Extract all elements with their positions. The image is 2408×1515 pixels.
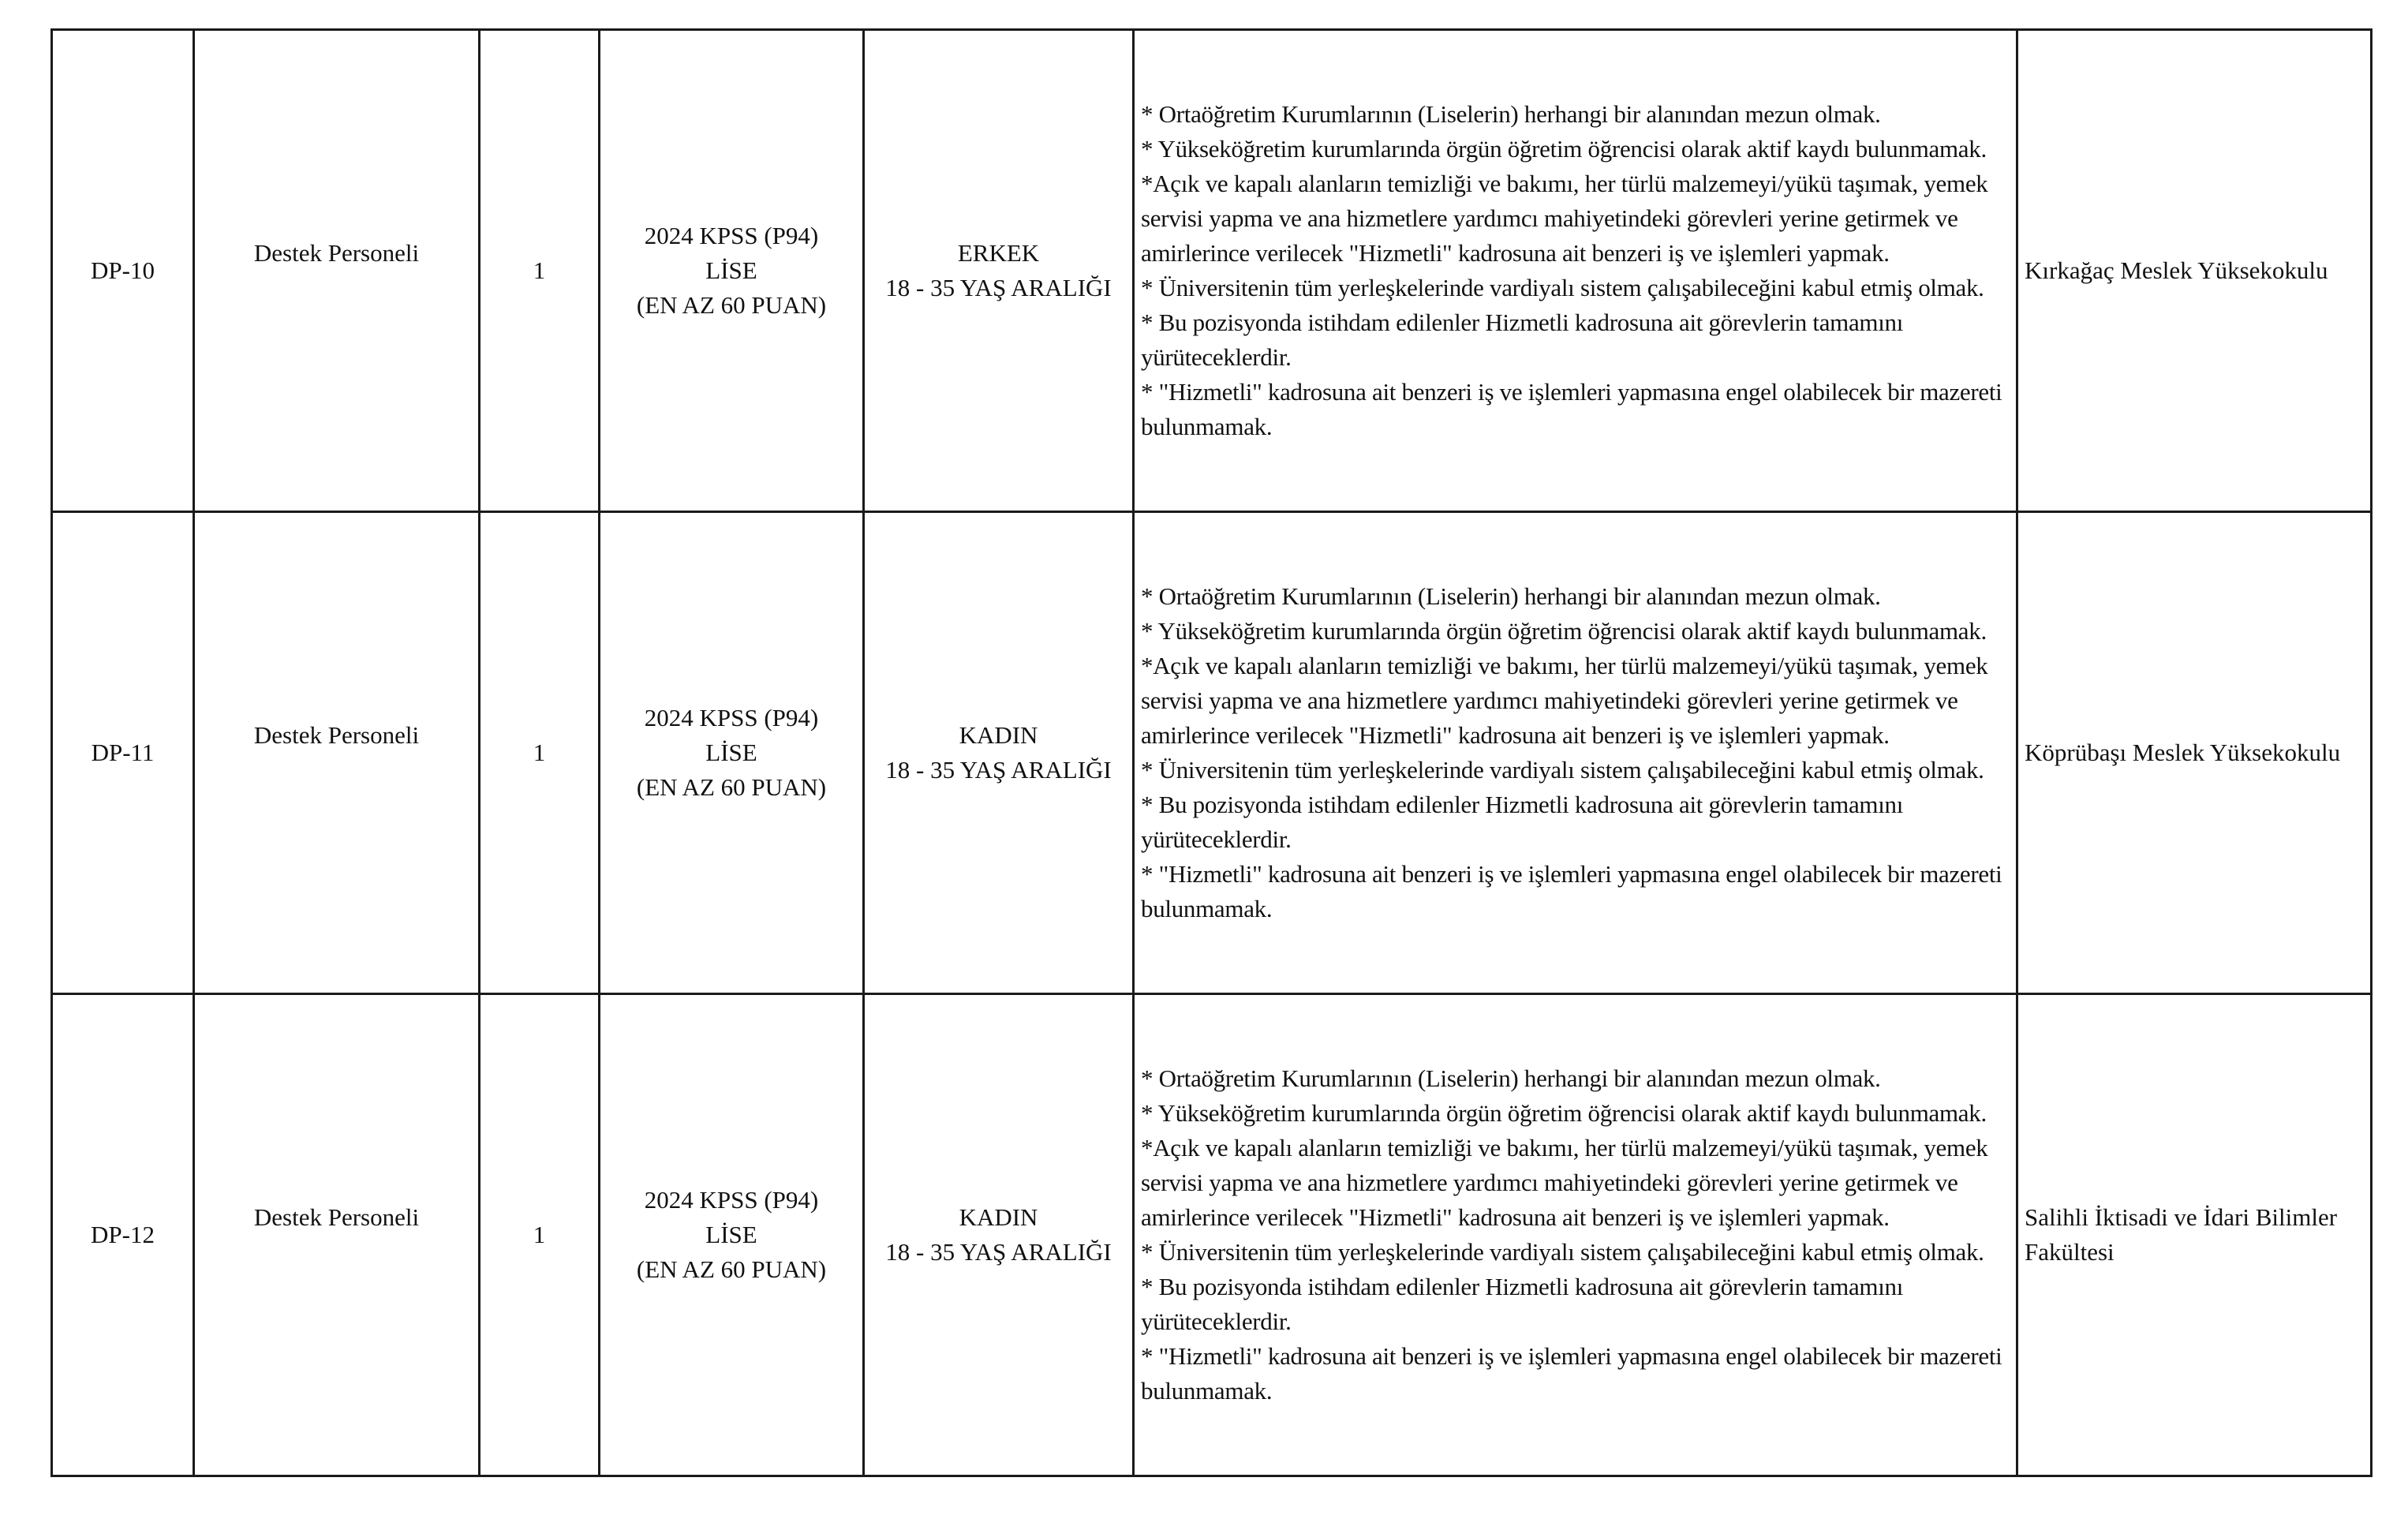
requirement-item: *Açık ve kapalı alanların temizliği ve bakımı, her türlü malzemeyi/yükü taşımak, yemek servisi yapma ve ana hizmetlere yardımcı mahiyetindeki görevleri yerine getirmek ve amirlerince verilecek "Hizmetli" kadrosuna ait benzeri iş ve işlemleri yapmak.	[1141, 170, 1988, 267]
education-level: LİSE	[705, 256, 757, 284]
requirement-item: *Açık ve kapalı alanların temizliği ve bakımı, her türlü malzemeyi/yükü taşımak, yemek servisi yapma ve ana hizmetlere yardımcı mahiyetindeki görevleri yerine getirmek ve amirlerince verilecek "Hizmetli" kadrosuna ait benzeri iş ve işlemleri yapmak.	[1141, 1134, 1988, 1231]
requirements-cell	[1134, 512, 2017, 994]
requirement-item: * Bu pozisyonda istihdam edilenler Hizmetli kadrosuna ait görevlerin tamamını yürüteceklerdir.	[1141, 791, 1904, 853]
requirement-item: * Bu pozisyonda istihdam edilenler Hizmetli kadrosuna ait görevlerin tamamını yürüteceklerdir.	[1141, 1273, 1904, 1335]
age-range: 18 - 35 YAŞ ARALIĞI	[885, 756, 1112, 784]
gender-age	[864, 994, 1134, 1476]
requirements-cell	[1134, 994, 2017, 1476]
gender: KADIN	[959, 721, 1038, 749]
position-title-cell	[194, 30, 480, 512]
requirement-item: * Yükseköğretim kurumlarında örgün öğretim öğrencisi olarak aktif kaydı bulunmamak.	[1141, 135, 1987, 163]
unit-name: Salihli İktisadi ve İdari Bilimler Fakültesi	[2017, 994, 2372, 1476]
requirement-item: * Bu pozisyonda istihdam edilenler Hizmetli kadrosuna ait görevlerin tamamını yürüteceklerdir.	[1141, 309, 1904, 371]
requirement-item: *Açık ve kapalı alanların temizliği ve bakımı, her türlü malzemeyi/yükü taşımak, yemek servisi yapma ve ana hizmetlere yardımcı mahiyetindeki görevleri yerine getirmek ve amirlerince verilecek "Hizmetli" kadrosuna ait benzeri iş ve işlemleri yapmak.	[1141, 652, 1988, 749]
table-row	[52, 512, 2372, 994]
exam-requirement	[600, 30, 864, 512]
minimum-score: (EN AZ 60 PUAN)	[636, 773, 827, 801]
position-count: 1	[480, 512, 600, 994]
exam-type: 2024 KPSS (P94)	[644, 222, 819, 249]
requirements-cell	[1134, 30, 2017, 512]
position-table	[50, 28, 2372, 1477]
exam-type: 2024 KPSS (P94)	[644, 1186, 819, 1214]
position-title-cell	[194, 512, 480, 994]
gender-age	[864, 512, 1134, 994]
requirement-item: * Üniversitenin tüm yerleşkelerinde vardiyalı sistem çalışabileceğini kabul etmiş olmak.	[1141, 1238, 1984, 1266]
requirement-item: * "Hizmetli" kadrosuna ait benzeri iş ve işlemleri yapmasına engel olabilecek bir mazereti bulunmamak.	[1141, 1342, 2002, 1405]
minimum-score: (EN AZ 60 PUAN)	[636, 291, 827, 319]
position-title: Destek Personeli	[253, 239, 420, 267]
education-level: LİSE	[705, 1221, 757, 1248]
position-count: 1	[480, 30, 600, 512]
table-row	[52, 994, 2372, 1476]
requirement-item: * Ortaöğretim Kurumlarının (Liselerin) herhangi bir alanından mezun olmak.	[1141, 582, 1881, 610]
table-row	[52, 30, 2372, 512]
requirement-item: * "Hizmetli" kadrosuna ait benzeri iş ve işlemleri yapmasına engel olabilecek bir mazereti bulunmamak.	[1141, 378, 2002, 440]
document-page	[50, 28, 2370, 1477]
position-code: DP-10	[52, 30, 194, 512]
age-range: 18 - 35 YAŞ ARALIĞI	[885, 1238, 1112, 1266]
exam-requirement	[600, 994, 864, 1476]
requirement-item: * Üniversitenin tüm yerleşkelerinde vardiyalı sistem çalışabileceğini kabul etmiş olmak.	[1141, 756, 1984, 784]
exam-type: 2024 KPSS (P94)	[644, 704, 819, 731]
requirement-item: * Üniversitenin tüm yerleşkelerinde vardiyalı sistem çalışabileceğini kabul etmiş olmak.	[1141, 274, 1984, 301]
exam-requirement	[600, 512, 864, 994]
position-code: DP-12	[52, 994, 194, 1476]
position-count: 1	[480, 994, 600, 1476]
requirement-item: * Ortaöğretim Kurumlarının (Liselerin) herhangi bir alanından mezun olmak.	[1141, 1064, 1881, 1092]
requirement-item: * "Hizmetli" kadrosuna ait benzeri iş ve işlemleri yapmasına engel olabilecek bir mazereti bulunmamak.	[1141, 860, 2002, 922]
gender: ERKEK	[957, 239, 1040, 267]
requirement-item: * Ortaöğretim Kurumlarının (Liselerin) herhangi bir alanından mezun olmak.	[1141, 100, 1881, 128]
gender: KADIN	[959, 1203, 1038, 1231]
requirement-item: * Yükseköğretim kurumlarında örgün öğretim öğrencisi olarak aktif kaydı bulunmamak.	[1141, 1099, 1987, 1127]
unit-name: Köprübaşı Meslek Yüksekokulu	[2017, 512, 2372, 994]
position-title-cell	[194, 994, 480, 1476]
position-title: Destek Personeli	[253, 1203, 420, 1231]
position-title: Destek Personeli	[253, 721, 420, 749]
education-level: LİSE	[705, 739, 757, 766]
requirement-item: * Yükseköğretim kurumlarında örgün öğretim öğrencisi olarak aktif kaydı bulunmamak.	[1141, 617, 1987, 645]
gender-age	[864, 30, 1134, 512]
unit-name: Kırkağaç Meslek Yüksekokulu	[2017, 30, 2372, 512]
position-code: DP-11	[52, 512, 194, 994]
age-range: 18 - 35 YAŞ ARALIĞI	[885, 274, 1112, 301]
minimum-score: (EN AZ 60 PUAN)	[636, 1255, 827, 1283]
